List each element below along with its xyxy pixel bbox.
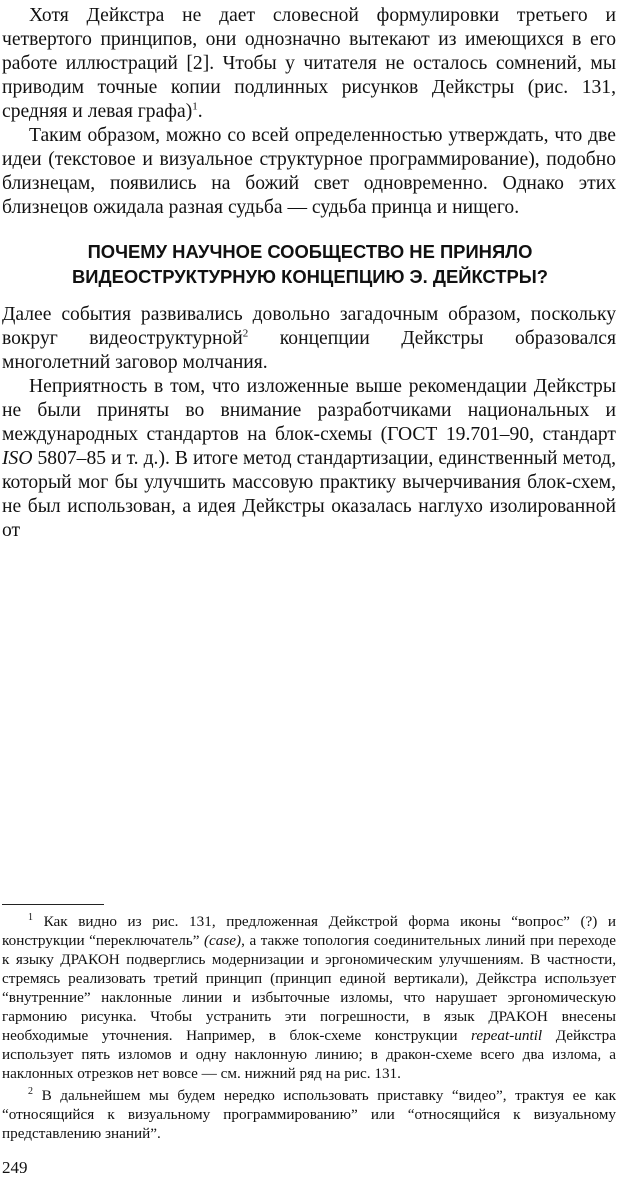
page-number: 249 bbox=[2, 1158, 28, 1177]
footnote-ref-1[interactable]: 1 bbox=[192, 100, 198, 113]
section-heading bbox=[0, 239, 620, 289]
footnote-2: $^2$ В дальнейшем мы будем нередко использовать приставку “видео”, трактуя ее как “относящийся к визуальному программированию” или “относящийся к визуальному представлению знаний”. bbox=[2, 1085, 616, 1142]
iso-label: ISO bbox=[2, 448, 33, 469]
footnote-separator bbox=[2, 904, 104, 905]
paragraph-conspiracy: Далее события развивались довольно загадочным образом, поскольку вокруг видеоструктурной$^2$ концепции Дейкстры образовался многолетний заговор молчания. bbox=[2, 304, 617, 373]
repeat-until-term: repeat-until bbox=[471, 1027, 543, 1044]
paragraph-twins: Таким образом, можно со всей определенностью утверждать, что две идеи (текстовое и визуальное структурное программирование), подобно близнецам, появились на божий свет одновременно. Однако этих близнецов ожидала разная судьба — судьба принца и нищего. bbox=[2, 125, 616, 218]
footnotes bbox=[2, 912, 616, 1146]
footnote-2-mark: 2 bbox=[28, 1085, 33, 1097]
case-term: (case) bbox=[204, 932, 242, 949]
footnote-1-mark: 1 bbox=[28, 911, 33, 923]
paragraph-standards: Неприятность в том, что изложенные выше рекомендации Дейкстры не были приняты во внимание разработчиками национальных и международных стандартов на блок-схемы (ГОСТ 19.701–90, стандарт ISO 5807–85 и т. д.). В итоге метод стандартизации, единственный метод, который мог бы улучшить массовую практику вычерчивания блок-схем, не был использован, а идея Дейкстры оказалась наглухо изолированной от bbox=[2, 376, 616, 541]
heading-line-2: ВИДЕОСТРУКТУРНУЮ КОНЦЕПЦИЮ Э. ДЕЙКСТРЫ? bbox=[71, 266, 548, 287]
footnote-ref-2[interactable]: 2 bbox=[242, 327, 249, 340]
intro-text bbox=[2, 4, 616, 220]
heading-line-1: ПОЧЕМУ НАУЧНОЕ СООБЩЕСТВО НЕ ПРИНЯЛО bbox=[87, 241, 533, 262]
section-text bbox=[2, 303, 616, 543]
footnote-1: $^1$ Как видно из рис. 131, предложенная Дейкстрой форма иконы “вопрос” (?) и конструкции “переключатель” (case), а также топология соединительных линий при переходе к языку ДРАКОН подверглись модернизации и эргономическим улучшениям. В частности, стремясь реализовать третий принцип (принцип единой вертикали), Дейкстра использует “внутренние” наклонные линии и избыточные изломы, что нарушает эргономическую гармонию рисунка. Чтобы устранить эти погрешности, в язык ДРАКОН внесены необходимые уточнения. Например, в блок-схеме конструкции repeat-until Дейкстра использует пять изломов и одну наклонную линию; в дракон-схеме всего два излома, а наклонных отрезков нет вовсе — см. нижний ряд на рис. 131. bbox=[2, 911, 617, 1082]
paragraph-dijkstra-principles: Хотя Дейкстра не дает словесной формулировки третьего и четвертого принципов, они однозначно вытекают из имеющихся в его работе иллюстраций [2]. Чтобы у читателя не осталось сомнений, мы приводим точные копии подлинных рисунков Дейкстры (рис. 131, средняя и левая графа)$^1$. bbox=[2, 5, 616, 122]
